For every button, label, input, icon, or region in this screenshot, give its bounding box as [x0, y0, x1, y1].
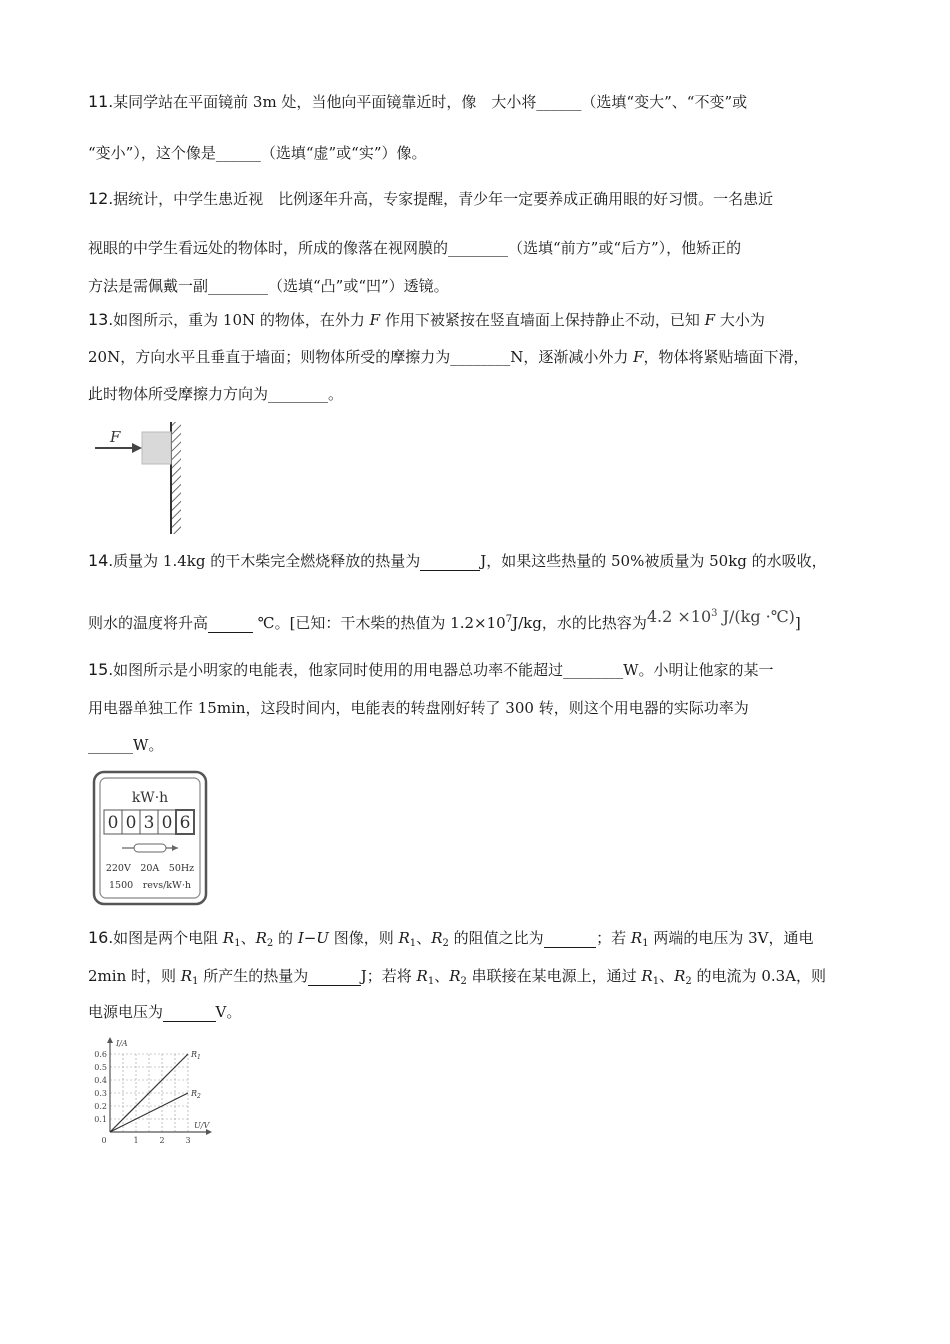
q11-line1: [88, 92, 747, 112]
q14-text: J，如果这些热量的 50%被质量为 50kg 的水吸收，: [480, 552, 827, 570]
q11-line2: [88, 143, 427, 163]
q15-text: .如图所示是小明家的电能表，他家同时使用的用电器总功率不能超过________W。小明让他家的某一: [108, 661, 774, 679]
q12-line3: [88, 276, 449, 296]
graph-series: [110, 1050, 201, 1132]
answer-blank[interactable]: [420, 552, 480, 571]
variable-f: F: [633, 348, 644, 366]
iu-graph-figure: [90, 1036, 220, 1148]
y-tick-label: 0.1: [94, 1115, 107, 1124]
question-number: 12: [88, 189, 109, 208]
q15-line3: [88, 735, 163, 755]
q14-line2: [88, 607, 801, 633]
q14-text: 则水的温度将升高: [88, 614, 209, 632]
q13-line2: [88, 347, 809, 367]
digit: 3: [143, 813, 155, 833]
q12-line2: [88, 238, 741, 258]
q14-text: ℃。[已知：干木柴的热值为 1.2×10: [253, 614, 506, 632]
x-tick-label: 1: [133, 1136, 139, 1145]
q14-text: ]: [794, 614, 801, 632]
q16-line2: 2min 时，则 $R_1$ 所产生的热量为 J；若将 $R_1$、$R_2$ 串联接在某电源上，通过 $R_1$、$R_2$ 的电流为 0.3A，则: [88, 967, 827, 987]
y-axis-arrow: [107, 1037, 113, 1043]
digit: 0: [107, 813, 119, 833]
q13-line3: [88, 384, 343, 404]
q15-text: ______W。: [88, 736, 164, 754]
block: [142, 432, 171, 464]
answer-blank[interactable]: [308, 967, 361, 986]
answer-blank[interactable]: [208, 614, 253, 633]
q13-text: .如图所示，重为 10N 的物体，在外力: [108, 311, 370, 329]
meter-spec-line1: 220V 20A 50Hz: [105, 863, 195, 874]
x-tick-label: 3: [185, 1136, 191, 1145]
answer-blank[interactable]: [544, 929, 597, 948]
q14-text: J/kg，水的比热容为: [512, 614, 647, 632]
series-label-r2: $R_2$: [191, 1089, 201, 1100]
q12-text: .据统计，中学生患近视 比例逐年升高，专家提醒，青少年一定要养成正确用眼的好习惯。一名患近: [108, 190, 774, 208]
q13-line1: [88, 310, 765, 330]
x-tick-label: 2: [159, 1136, 165, 1145]
q12-line1: [88, 189, 773, 209]
q15-line1: [88, 660, 774, 680]
meter-digits: [104, 810, 194, 834]
electric-meter-figure: [92, 770, 208, 906]
specific-heat-formula: $4.2 \times 10^3$ J/(kg ·℃): [646, 607, 795, 626]
force-arrowhead: [132, 443, 142, 453]
q13-text: 20N，方向水平且垂直于墙面；则物体所受的摩擦力为________N，逐渐减小外力: [88, 348, 634, 366]
question-number: 15: [88, 660, 109, 679]
question-number: 16: [88, 928, 109, 947]
digit: 6: [179, 813, 191, 833]
x-axis-label: U/V: [194, 1121, 210, 1130]
q15-line2: [88, 698, 749, 718]
wall-force-figure: [92, 420, 202, 536]
q14-text: .质量为 1.4kg 的干木柴完全燃烧释放的热量为: [108, 552, 421, 570]
variable-f: F: [369, 311, 381, 329]
digit: 0: [125, 813, 137, 833]
wall-hatching: [171, 422, 181, 534]
y-tick-label: 0.3: [94, 1089, 107, 1098]
q13-text: 大小为: [715, 311, 765, 329]
q11-text: “变小”），这个像是______（选填“虚”或“实”）像。: [88, 144, 427, 162]
q16-line3: 电源电压为 V。: [88, 1003, 242, 1021]
digit: 0: [161, 813, 173, 833]
y-tick-label: 0.6: [94, 1050, 107, 1059]
question-number: 14: [88, 551, 109, 570]
q13-text: ，物体将紧贴墙面下滑，: [643, 348, 809, 366]
q14-line1: [88, 551, 827, 571]
meter-spec-line2: 1500 revs/kW·h: [109, 880, 191, 891]
q15-text: 用电器单独工作 15min，这段时间内，电能表的转盘刚好转了 300 转，则这个用电器的实际功率为: [88, 699, 749, 717]
series-label-r1: $R_1$: [191, 1050, 201, 1061]
series-line-r1: [110, 1054, 188, 1132]
question-number: 13: [88, 310, 109, 329]
meter-unit: kW·h: [131, 790, 169, 806]
y-tick-label: 0.5: [94, 1063, 107, 1072]
answer-blank[interactable]: [163, 1003, 216, 1022]
force-label: F: [110, 428, 121, 446]
q12-text: 视眼的中学生看远处的物体时，所成的像落在视网膜的________（选填“前方”或“后方”），他矫正的: [88, 239, 742, 257]
graph-ticks: [94, 1050, 190, 1145]
q12-text: 方法是需佩戴一副________（选填“凸”或“凹”）透镜。: [88, 277, 449, 295]
q13-text: 此时物体所受摩擦力方向为________。: [88, 385, 344, 403]
y-tick-label: 0.2: [94, 1102, 107, 1111]
q11-text: .某同学站在平面镜前 3m 处，当他向平面镜靠近时，像 大小将______（选填“变大”、“不变”或: [108, 93, 748, 111]
exponent: 7: [505, 614, 513, 625]
y-axis-label: I/A: [116, 1039, 128, 1048]
question-number: 11: [88, 92, 109, 111]
x-tick-label: 0: [101, 1136, 107, 1145]
q13-text: 作用下被紧按在竖直墙面上保持静止不动，已知: [380, 311, 705, 329]
variable-f: F: [704, 311, 716, 329]
y-tick-label: 0.4: [94, 1076, 107, 1085]
q16-line1: 16.如图是两个电阻 $R_1$、$R_2$ 的 I−U 图像，则 $R_1$、$R_2$ 的阻值之比为 ；若 $R_1$ 两端的电压为 3V，通电: [88, 928, 814, 949]
